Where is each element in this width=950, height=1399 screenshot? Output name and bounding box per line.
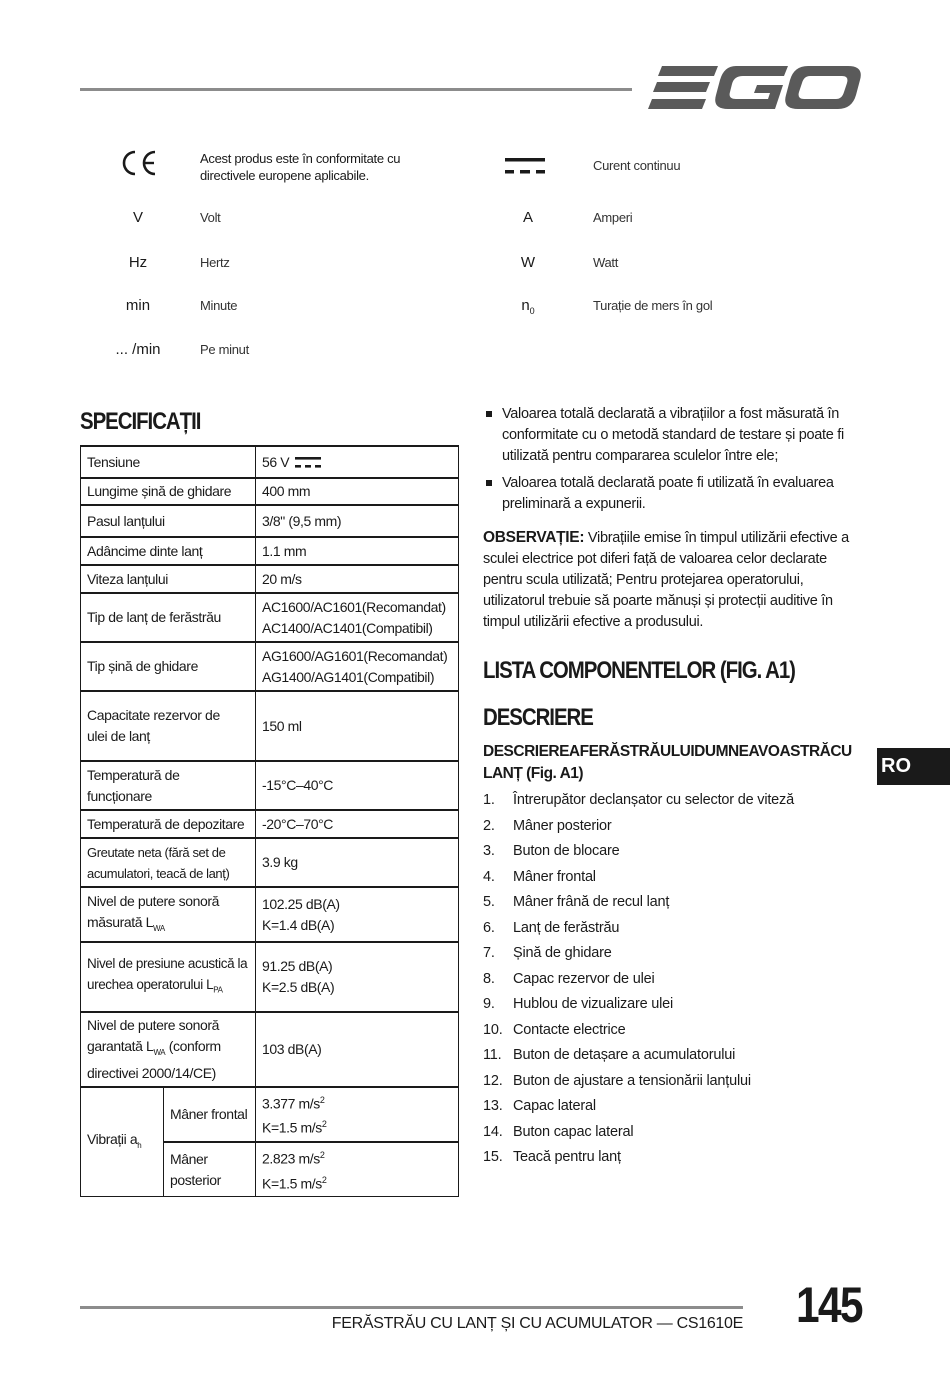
description-subtitle: DESCRIEREAFERĂSTRĂULUIDUMNEAVOASTRĂCU LANȚ (Fig. A1)	[483, 743, 852, 782]
table-row: Tensiune 56 V	[81, 446, 459, 478]
list-item: 4. Mâner frontal	[483, 868, 596, 885]
table-row: Tip de lanț de ferăstrău AC1600/AC1601(Recomandat) AC1400/AC1401(Compatibil)	[81, 593, 459, 642]
volt-description: Volt	[200, 210, 221, 225]
specs-title: SPECIFICAȚII	[80, 408, 201, 435]
list-item: 9. Hublou de vizualizare ulei	[483, 996, 674, 1012]
table-row: Adâncime dinte lanț 1.1 mm	[81, 537, 459, 565]
list-item: Valoarea totală declarată poate fi utilizată în evaluarea preliminară a expunerii.	[484, 473, 869, 515]
page-number: 145	[796, 1277, 862, 1333]
bullet-square-icon	[486, 480, 492, 486]
list-item: 6. Lanț de ferăstrău	[483, 919, 620, 936]
minute-symbol: min	[125, 297, 151, 314]
table-row: Nivel de putere sonoră măsurată $L_{WA}$ 102.25 dB(A) K=1.4 dB(A)	[81, 887, 459, 942]
list-item: 15. Teacă pentru lanț	[483, 1149, 621, 1165]
minute-description: Minute	[200, 298, 238, 313]
list-item: 10. Contacte electrice	[483, 1021, 626, 1038]
table-row: Temperatură de funcționare -15°C–40°C	[81, 761, 459, 810]
list-item: 7. Șină de ghidare	[483, 945, 612, 961]
components-title: LISTA COMPONENTELOR (FIG. A1)	[483, 657, 795, 684]
noload-description: Turație de mers în gol	[593, 298, 713, 313]
noload-symbol: $n_0$	[521, 297, 535, 316]
table-row: Capacitate rezervor de ulei de lanț 150 ml	[81, 691, 459, 761]
list-item: 11. Buton de detașare a acumulatorului	[483, 1047, 736, 1063]
spec-table	[80, 445, 459, 1197]
table-row: Pasul lanțului 3/8" (9,5 mm)	[81, 505, 459, 537]
vibration-label: Vibrații $a_h$	[81, 1087, 164, 1197]
vibration-notes	[484, 404, 869, 521]
list-item: 8. Capac rezervor de ulei	[483, 970, 655, 987]
dc-description: Curent continuu	[593, 158, 681, 173]
list-item: 1. Întrerupător declanșator cu selector de viteză	[483, 792, 794, 808]
table-row: Viteza lanțului 20 m/s	[81, 565, 459, 593]
parts-list	[483, 789, 794, 1172]
footer-rule	[80, 1306, 743, 1309]
list-item: 5. Mâner frână de recul lanț	[483, 894, 670, 910]
footer-title: FERĂSTRĂU CU LANȚ ȘI CU ACUMULATOR — CS1610E	[331, 1315, 743, 1332]
table-row: Tip șină de ghidare AG1600/AG1601(Recomandat) AG1400/AG1401(Compatibil)	[81, 642, 459, 691]
table-row: Greutate neta (fără set de acumulatori, teacă de lanț) 3.9 kg	[81, 838, 459, 887]
perminute-description: Pe minut	[200, 342, 249, 357]
list-item: 12. Buton de ajustare a tensionării lanțului	[483, 1072, 751, 1089]
ce-description: Acest produs este în conformitate cu directivele europene aplicabile.	[200, 151, 401, 183]
ego-logo	[648, 62, 863, 114]
volt-symbol: V	[132, 209, 143, 226]
direct-current-icon	[295, 457, 321, 469]
observation-note: OBSERVAȚIE: Vibrațiile emise în timpul utilizării efective a sculei electrice pot diferi față de valoarea celor declarate pentru scula utilizată; Pentru protejarea operatorului, utilizatorul trebuie să poarte mănuși și protecții auditive în timpul utilizării efective a produsului.	[483, 529, 849, 630]
ce-mark-icon	[120, 150, 158, 176]
list-item: 13. Capac lateral	[483, 1098, 596, 1114]
description-title: DESCRIERE	[483, 704, 593, 731]
table-row: Lungime șină de ghidare 400 mm	[81, 478, 459, 505]
hertz-symbol: Hz	[128, 254, 148, 271]
hertz-description: Hertz	[200, 255, 230, 270]
perminute-symbol: ... /min	[115, 341, 161, 358]
table-row: Nivel de putere sonoră garantată $L_{WA}$ (conform directivei 2000/14/CE) 103 dB(A)	[81, 1012, 459, 1087]
table-row: Mâner posterior 2.823 $m/s^2$ K=1.5 $m/s^2$	[81, 1142, 459, 1197]
amp-symbol: A	[522, 209, 533, 226]
bullet-square-icon	[486, 411, 492, 417]
language-tab: RO	[877, 748, 950, 785]
table-row: Temperatură de depozitare -20°C–70°C	[81, 810, 459, 838]
watt-description: Watt	[593, 255, 619, 270]
amp-description: Amperi	[593, 210, 633, 225]
direct-current-icon	[505, 158, 545, 176]
table-row: Vibrații $a_h$ Mâner frontal 3.377 $m/s^2$ K=1.5 $m/s^2$	[81, 1087, 459, 1142]
header-rule	[80, 88, 632, 91]
list-item: 3. Buton de blocare	[483, 843, 620, 859]
list-item: Valoarea totală declarată a vibrațiilor a fost măsurată în conformitate cu o metodă standard de testare și poate fi utilizată pentru compararea sculelor între ele;	[484, 404, 869, 467]
watt-symbol: W	[520, 254, 536, 271]
list-item: 2. Mâner posterior	[483, 817, 612, 834]
list-item: 14. Buton capac lateral	[483, 1123, 634, 1140]
table-row: Nivel de presiune acustică la urechea operatorului $L_{PA}$ 91.25 dB(A) K=2.5 dB(A)	[81, 942, 459, 1012]
